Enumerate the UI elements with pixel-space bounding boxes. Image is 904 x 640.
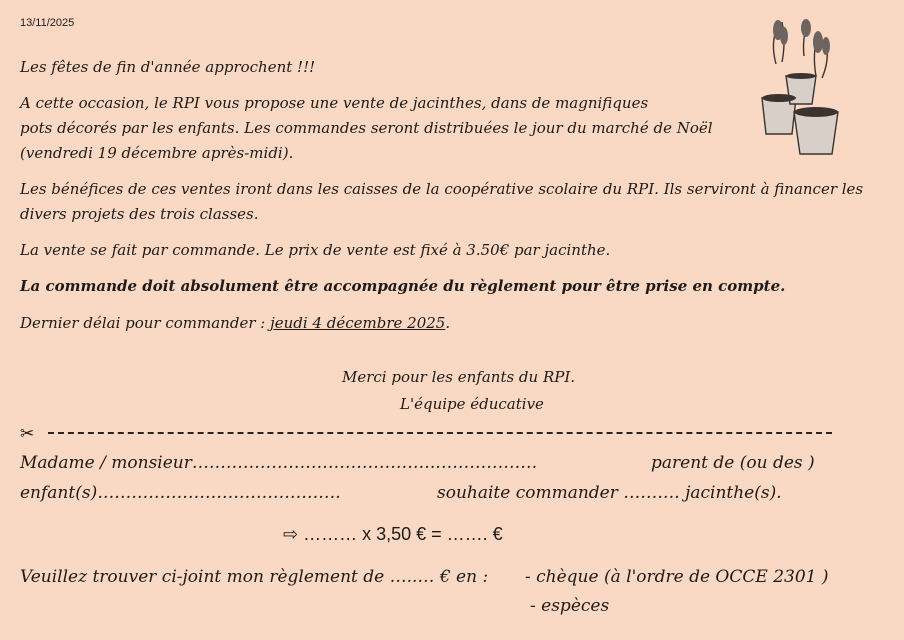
occasion-line-1: A cette occasion, le RPI vous propose une vente de jacinthes, dans de magnifiques (20, 94, 649, 112)
deadline-line (20, 314, 450, 332)
deadline-date: jeudi 4 décembre 2025 (270, 314, 446, 332)
document-date: 13/11/2025 (20, 17, 75, 29)
hyacinth-pots-illustration (756, 16, 844, 158)
profits-line-1: Les bénéfices de ces ventes iront dans les caisses de la coopérative scolaire du RPI. Ils serviront à financer les (20, 180, 864, 198)
child-name-line: enfant(s)……………………………………. (20, 483, 341, 503)
payment-option-cash: - espèces (530, 596, 610, 616)
intro-line: Les fêtes de fin d'année approchent !!! (20, 58, 316, 76)
deadline-prefix: Dernier délai pour commander : (20, 314, 271, 332)
signature-line: L'équipe éducative (400, 395, 544, 413)
price-line: La vente se fait par commande. Le prix de vente est fixé à 3.50€ par jacinthe. (20, 241, 611, 259)
payment-amount-line: Veuillez trouver ci-joint mon règlement de …..… € en : (20, 567, 489, 587)
order-quantity-line: souhaite commander ………. jacinthe(s). (437, 483, 782, 503)
thanks-line: Merci pour les enfants du RPI. (342, 368, 576, 386)
parent-name-line: Madame / monsieur…………………………………….……………… (20, 453, 538, 473)
deadline-suffix: . (445, 314, 451, 332)
occasion-line-3: (vendredi 19 décembre après-midi). (20, 144, 294, 162)
profits-line-2: divers projets des trois classes. (20, 205, 259, 223)
scissors-icon: ✂ (20, 424, 35, 444)
occasion-line-2: pots décorés par les enfants. Les commandes seront distribuées le jour du marché de Noël (20, 119, 713, 137)
dashed-divider (48, 432, 832, 434)
parent-of-label: parent de (ou des ) (651, 453, 815, 473)
total-calculation: ⇨ ……… x 3,50 € = ……. € (283, 524, 503, 544)
payment-option-cheque: - chèque (à l'ordre de OCCE 2301 ) (525, 567, 829, 587)
cut-line (20, 424, 832, 444)
payment-warning: La commande doit absolument être accompagnée du règlement pour être prise en compte. (20, 277, 786, 295)
